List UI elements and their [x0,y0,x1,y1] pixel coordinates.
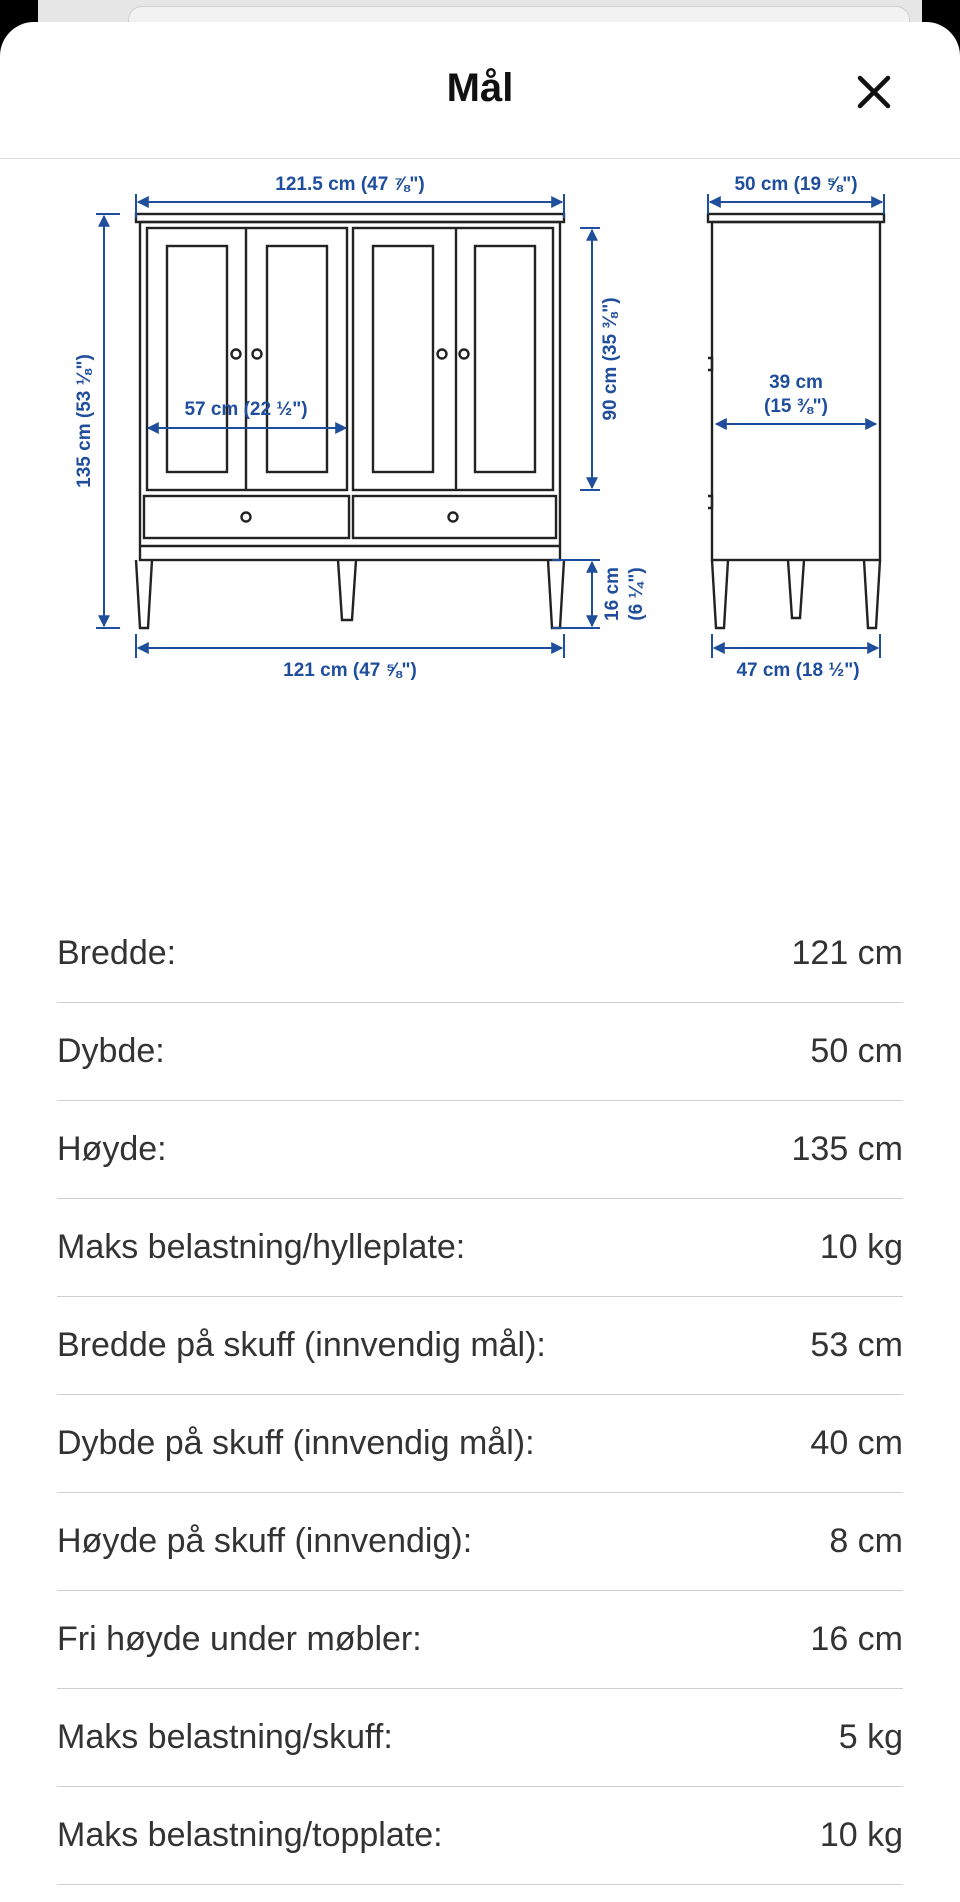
side-inner-depth-cm-label: 39 cm [769,372,823,393]
spec-row [57,1493,903,1591]
inner-width-label: 57 cm (22 ½") [184,399,308,420]
spec-row [57,1297,903,1395]
side-top-depth-label: 50 cm (19 ⅝") [734,174,858,195]
spec-value: 8 cm [829,1522,903,1560]
front-view [136,214,564,628]
modal-title: Mål [446,66,514,110]
spec-label: Høyde på skuff (innvendig): [57,1522,473,1560]
spec-value: 40 cm [810,1424,903,1462]
spec-label: Dybde: [57,1032,165,1070]
spec-label: Maks belastning/topplate: [57,1816,443,1854]
spec-row [57,1199,903,1297]
spec-value: 5 kg [838,1718,903,1756]
spec-label: Fri høyde under møbler: [57,1620,422,1658]
leg-height-in-label: (6 ¼") [626,567,647,621]
spec-row [57,1591,903,1689]
spec-row [57,1787,903,1885]
spec-label: Bredde på skuff (innvendig mål): [57,1326,546,1364]
spec-row [57,905,903,1003]
front-bottom-width-label: 121 cm (47 ⅝") [283,660,417,681]
spec-label: Høyde: [57,1130,167,1168]
side-view [708,214,884,628]
spec-value: 10 kg [819,1816,903,1854]
leg-height-cm-label: 16 cm [602,567,623,621]
spec-value: 121 cm [791,934,903,972]
spec-value: 10 kg [819,1228,903,1266]
spec-label: Bredde: [57,934,177,972]
side-inner-depth-in-label: (15 ⅜") [764,396,828,417]
door-height-label: 90 cm (35 ⅜") [600,297,621,421]
specs-list [57,905,903,1885]
spec-value: 53 cm [810,1326,903,1364]
side-bottom-depth-label: 47 cm (18 ½") [736,660,860,681]
close-button[interactable] [846,64,902,120]
spec-value: 16 cm [810,1620,903,1658]
spec-row [57,1003,903,1101]
spec-label: Dybde på skuff (innvendig mål): [57,1424,535,1462]
dimension-diagram [0,158,960,798]
dimensions-modal [0,22,960,1902]
spec-row [57,1689,903,1787]
spec-row [57,1101,903,1199]
spec-row [57,1395,903,1493]
spec-value: 135 cm [791,1130,903,1168]
close-icon [856,74,892,110]
spec-label: Maks belastning/hylleplate: [57,1228,466,1266]
front-height-label: 135 cm (53 ⅛") [74,354,95,488]
front-top-width-label: 121.5 cm (47 ⅞") [275,174,425,195]
spec-label: Maks belastning/skuff: [57,1718,393,1756]
modal-header [0,22,960,159]
spec-value: 50 cm [810,1032,903,1070]
